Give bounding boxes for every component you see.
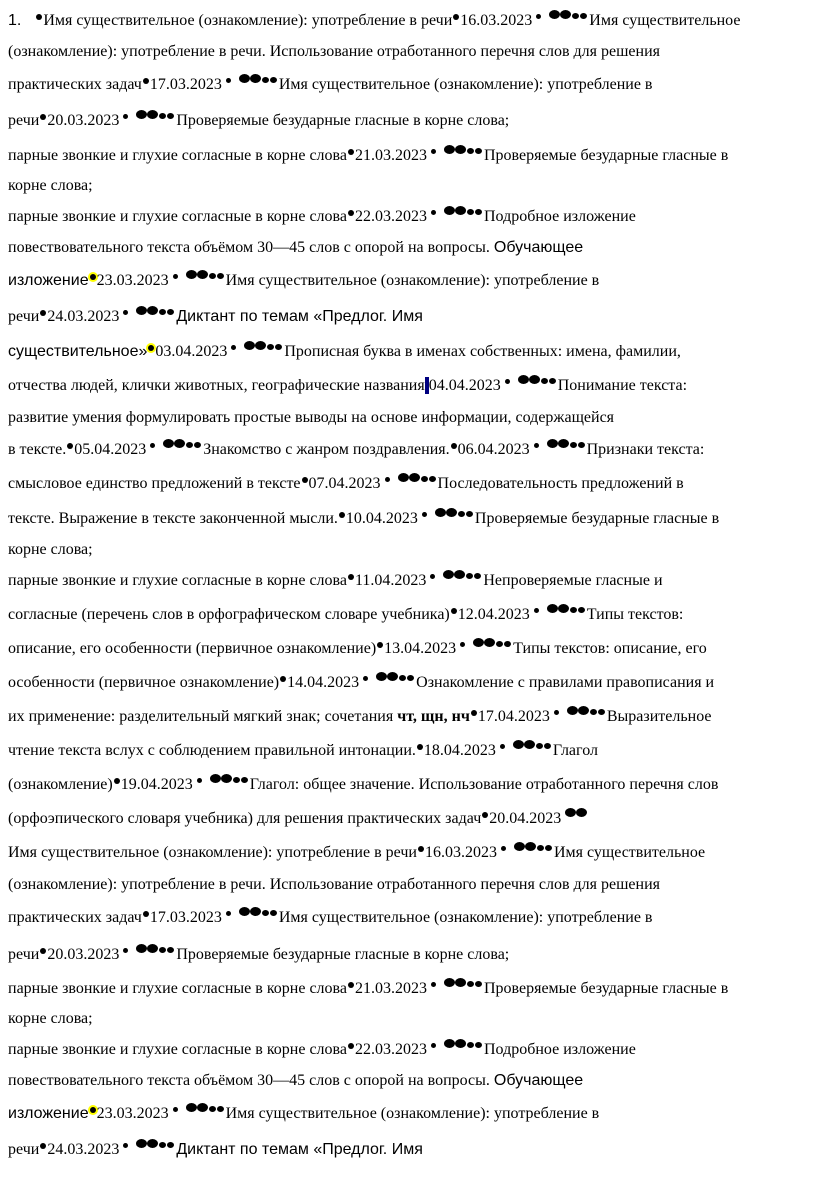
- bullet-dots-icon: [119, 1138, 176, 1152]
- text: Прописная буква в именах собственных: имена, фамилии,: [284, 343, 681, 360]
- date: 24.03.2023: [47, 308, 120, 325]
- date: 11.04.2023: [354, 572, 427, 589]
- date: 16.03.2023: [424, 844, 497, 861]
- bullet-dots-icon: [169, 1102, 226, 1116]
- line-30: [8, 974, 810, 1004]
- line-14: [8, 433, 810, 466]
- bullet-dot: [40, 114, 46, 120]
- text: (ознакомление): употребление в речи. Использование отработанного перечня слов для решения: [8, 876, 660, 893]
- date: 21.03.2023: [354, 980, 427, 997]
- bullet-dots-icon: [501, 374, 558, 388]
- date: 16.03.2023: [460, 12, 533, 29]
- bullet-dots-icon: [119, 305, 176, 319]
- bullet-dot: [348, 574, 354, 580]
- bullet-dot: [348, 149, 354, 155]
- line-33: [8, 1066, 810, 1096]
- date: 23.03.2023: [96, 1105, 169, 1122]
- bullet-dots-icon: [418, 507, 475, 521]
- text: парные звонкие и глухие согласные в корне слова: [8, 208, 347, 225]
- text: Имя существительное (ознакомление): употребление в: [225, 1105, 600, 1122]
- line-2: [8, 35, 810, 68]
- line-11: [8, 335, 810, 369]
- bullet-dot: [348, 982, 354, 988]
- date: 20.03.2023: [47, 112, 120, 129]
- text: (орфоэпического словаря учебника) для решения практических задач: [8, 810, 482, 827]
- bullet-dots-icon: [427, 977, 484, 991]
- text: повествовательного текста объёмом 30—45 слов с опорой на вопросы.: [8, 1072, 490, 1089]
- text: Обучающее: [493, 1072, 584, 1089]
- text: парные звонкие и глухие согласные в корне слова: [8, 572, 347, 589]
- text: Выразительное: [606, 708, 712, 725]
- date: 24.03.2023: [47, 1141, 120, 1158]
- date: 23.03.2023: [96, 272, 169, 289]
- bullet-dots-icon: [119, 943, 176, 957]
- bullet-dots-icon: [456, 637, 513, 651]
- date: 20.03.2023: [47, 946, 120, 963]
- text: отчества людей, клички животных, географические названия: [8, 377, 425, 394]
- text: Имя существительное (ознакомление): употребление в речи: [8, 844, 417, 861]
- text: Имя существительное: [553, 844, 706, 861]
- list-number: 1.: [8, 12, 22, 29]
- text: Проверяемые безударные гласные в: [474, 510, 720, 527]
- line-28: [8, 900, 810, 936]
- date: 19.04.2023: [120, 776, 193, 793]
- text: Имя существительное: [589, 12, 741, 29]
- text: парные звонкие и глухие согласные в корне слова: [8, 147, 347, 164]
- text: смысловое единство предложений в тексте: [8, 475, 301, 492]
- bullet-dots-icon: [427, 1038, 484, 1052]
- text: практических задач: [8, 909, 142, 926]
- bullet-dots-icon: [146, 438, 203, 452]
- date: 07.04.2023: [308, 475, 381, 492]
- text: практических задач: [8, 76, 142, 93]
- bullet-dot: [143, 78, 149, 84]
- line-16: [8, 502, 810, 536]
- text: Проверяемые безударные гласные в: [483, 980, 729, 997]
- text: их применение: разделительный мягкий знак; сочетания: [8, 708, 394, 725]
- text: повествовательного текста объёмом 30—45 слов с опорой на вопросы.: [8, 239, 490, 256]
- line-7: [8, 201, 810, 233]
- bullet-dot: [40, 1143, 46, 1149]
- text: изложение: [8, 272, 89, 289]
- bullet-dots-icon: [561, 807, 589, 821]
- text: в тексте.: [8, 441, 67, 458]
- text: Признаки текста:: [586, 441, 705, 458]
- text: Обучающее: [493, 239, 584, 256]
- line-22: [8, 700, 810, 734]
- bullet-dot: [67, 443, 73, 449]
- text: Диктант по темам «Предлог. Имя: [176, 1141, 423, 1158]
- text: чтение текста вслух с соблюдением правильной интонации.: [8, 742, 416, 759]
- line-4: [8, 101, 810, 141]
- text: Диктант по темам «Предлог. Имя: [176, 308, 423, 325]
- text: существительное»: [8, 343, 148, 360]
- date: 20.04.2023: [489, 810, 562, 827]
- bullet-dot: [348, 1043, 354, 1049]
- line-34: [8, 1096, 810, 1132]
- date: 22.03.2023: [354, 1041, 427, 1058]
- date: 21.03.2023: [354, 147, 427, 164]
- date: 03.04.2023: [155, 343, 228, 360]
- bullet-dot: [280, 676, 286, 682]
- bullet-dot: [114, 778, 120, 784]
- line-20: [8, 632, 810, 666]
- bullet-dot: [143, 911, 149, 917]
- line-3: [8, 68, 810, 101]
- date: 05.04.2023: [74, 441, 147, 458]
- text: парные звонкие и глухие согласные в корне слова: [8, 980, 347, 997]
- text: Понимание текста:: [557, 377, 688, 394]
- line-17: [8, 536, 810, 564]
- date: 04.04.2023: [428, 377, 501, 394]
- text: парные звонкие и глухие согласные в корне слова: [8, 1041, 347, 1058]
- text: Типы текстов: описание, его: [513, 640, 707, 657]
- line-15: [8, 466, 810, 502]
- text: Знакомство с жанром поздравления.: [203, 441, 450, 458]
- text: развитие умения формулировать простые выводы на основе информации, содержащейся: [8, 409, 615, 426]
- text: корне слова;: [8, 541, 93, 558]
- text: Глагол: [552, 742, 598, 759]
- text: Ознакомление с правилами правописания и: [416, 674, 715, 691]
- text: Имя существительное (ознакомление): употребление в: [278, 76, 653, 93]
- bullet-dot: [40, 310, 46, 316]
- text: речи: [8, 308, 40, 325]
- text: Подробное изложение: [483, 1041, 636, 1058]
- bullet-dots-icon: [532, 9, 589, 23]
- line-24: [8, 768, 810, 802]
- date: 22.03.2023: [354, 208, 427, 225]
- bullet-dots-icon: [497, 841, 554, 855]
- bullet-dots-icon: [381, 472, 438, 486]
- line-12: [8, 369, 810, 403]
- text: Имя существительное (ознакомление): употребление в речи: [43, 12, 453, 29]
- bullet-dot: [348, 210, 354, 216]
- bullet-dots-icon: [530, 603, 587, 617]
- line-21: [8, 666, 810, 700]
- date: 10.04.2023: [345, 510, 418, 527]
- text: Подробное изложение: [483, 208, 636, 225]
- bullet-dots-icon: [222, 73, 279, 87]
- text: Имя существительное (ознакомление): употребление в: [225, 272, 600, 289]
- text: описание, его особенности (первичное ознакомление): [8, 640, 377, 657]
- text: Проверяемые безударные гласные в корне слова;: [176, 112, 510, 129]
- line-10: [8, 299, 810, 335]
- line-23: [8, 734, 810, 768]
- bullet-dot: [451, 443, 457, 449]
- text: (ознакомление): употребление в речи. Использование отработанного перечня слов для решения: [8, 43, 660, 60]
- line-26: [8, 836, 810, 870]
- line-35: [8, 1132, 810, 1168]
- bullet-dot: [339, 512, 345, 518]
- date: 17.03.2023: [149, 909, 222, 926]
- line-25: [8, 802, 810, 836]
- line-8: [8, 233, 810, 263]
- text: Проверяемые безударные гласные в: [483, 147, 729, 164]
- date: 06.04.2023: [457, 441, 530, 458]
- text: корне слова;: [8, 1010, 93, 1027]
- text: Имя существительное (ознакомление): употребление в: [278, 909, 653, 926]
- text: корне слова;: [8, 177, 93, 194]
- bullet-dots-icon: [426, 569, 483, 583]
- line-5: [8, 141, 810, 171]
- bullet-dot: [418, 846, 424, 852]
- bullet-dot: [377, 642, 383, 648]
- bullet-dots-icon: [169, 269, 226, 283]
- bullet-dot: [40, 948, 46, 954]
- bullet-dot: [482, 812, 488, 818]
- date: 17.03.2023: [149, 76, 222, 93]
- line-13: [8, 403, 810, 433]
- text: Непроверяемые гласные и: [483, 572, 663, 589]
- bullet-dots-icon: [227, 340, 284, 354]
- bullet-dots-icon: [222, 906, 279, 920]
- line-27: [8, 870, 810, 900]
- line-31: [8, 1004, 810, 1034]
- bullet-dot: [471, 710, 477, 716]
- highlighted-bullet-dot: [90, 274, 96, 280]
- bullet-dot: [36, 14, 42, 20]
- line-6: [8, 171, 810, 201]
- date: 14.04.2023: [287, 674, 360, 691]
- date: 13.04.2023: [384, 640, 457, 657]
- line-32: [8, 1034, 810, 1066]
- text: тексте. Выражение в тексте законченной мысли.: [8, 510, 338, 527]
- bullet-dots-icon: [530, 438, 587, 452]
- line-29: [8, 936, 810, 974]
- bullet-dots-icon: [359, 671, 416, 685]
- bullet-dot: [302, 477, 308, 483]
- bullet-dot: [451, 608, 457, 614]
- line-19: [8, 598, 810, 632]
- text: Проверяемые безударные гласные в корне слова;: [176, 946, 510, 963]
- text: речи: [8, 946, 40, 963]
- bullet-dot: [453, 14, 459, 20]
- date: 12.04.2023: [457, 606, 530, 623]
- text: речи: [8, 1141, 40, 1158]
- bullet-dots-icon: [550, 705, 607, 719]
- date: 18.04.2023: [423, 742, 496, 759]
- bullet-dots-icon: [427, 205, 484, 219]
- highlighted-bullet-dot: [90, 1107, 96, 1113]
- text: (ознакомление): [8, 776, 113, 793]
- text: изложение: [8, 1105, 89, 1122]
- text: Глагол: общее значение. Использование отработанного перечня слов: [249, 776, 719, 793]
- bullet-dots-icon: [119, 109, 176, 123]
- text: особенности (первичное ознакомление): [8, 674, 280, 691]
- text: Типы текстов:: [586, 606, 684, 623]
- text: согласные (перечень слов в орфографическом словаре учебника): [8, 606, 450, 623]
- line-9: [8, 263, 810, 299]
- date: 17.04.2023: [477, 708, 550, 725]
- bullet-dot: [417, 744, 423, 750]
- bullet-dots-icon: [427, 144, 484, 158]
- highlighted-bullet-dot: [148, 345, 154, 351]
- text: речи: [8, 112, 40, 129]
- bold-text: чт, щн, нч: [397, 708, 470, 725]
- bullet-dots-icon: [496, 739, 553, 753]
- bullet-dots-icon: [193, 773, 250, 787]
- text: Последовательность предложений в: [437, 475, 684, 492]
- line-1: [8, 6, 810, 35]
- line-18: [8, 564, 810, 598]
